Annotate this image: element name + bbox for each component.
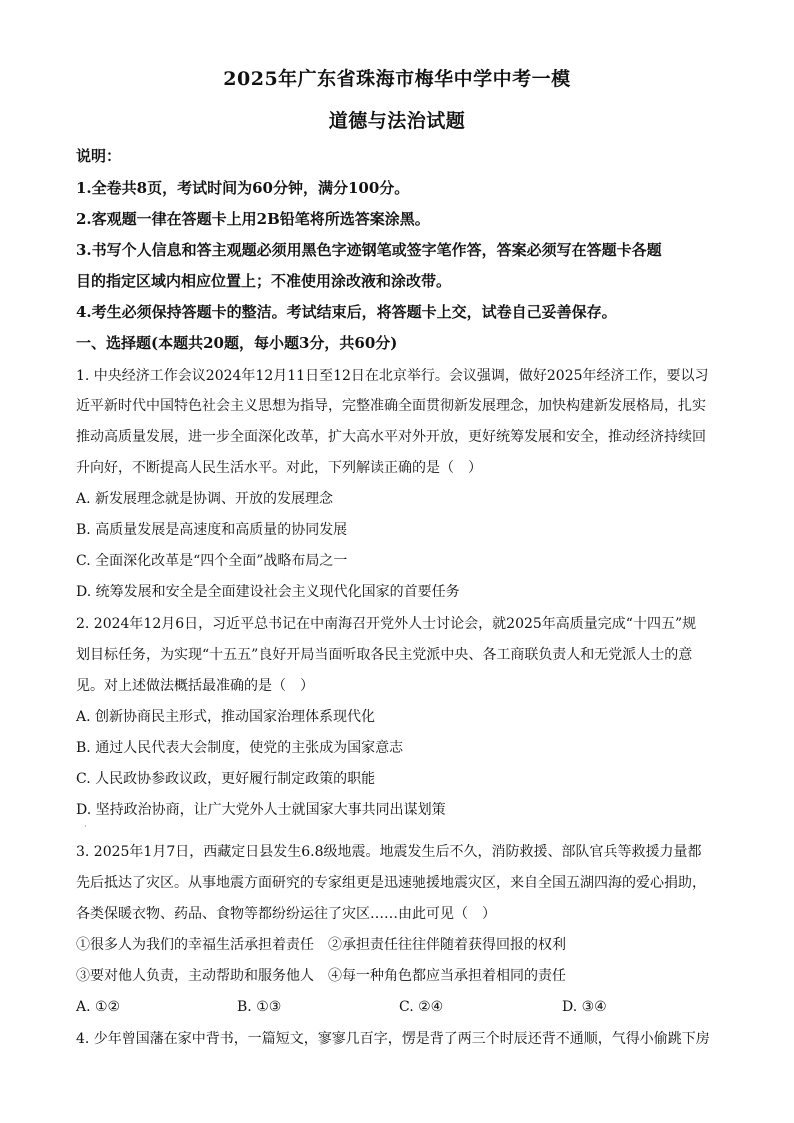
question-4-stem: 4. 少年曾国藩在家中背书，一篇短文，寥寥几百字，愣是背了两三个时辰还背不通顺，气得小偷跳下房 xyxy=(76,1031,710,1047)
question-1-stem: 升向好，不断提高人民生活水平。对此，下列解读正确的是（ ） xyxy=(76,460,482,476)
question-1-stem: 1. 中央经济工作会议2024年12月11日至12日在北京举行。会议强调，做好2025年经济工作，要以习 xyxy=(76,368,709,384)
section-heading: 一、选择题(本题共20题，每小题3分，共60分) xyxy=(76,334,398,352)
instruction-item: 1.全卷共8页，考试时间为60分钟，满分100分。 xyxy=(76,179,410,197)
question-1-stem: 推动高质量发展，进一步全面深化改革，扩大高水平对外开放，更好统筹发展和安全，推动经济持续回 xyxy=(76,429,706,445)
instruction-item: 3.书写个人信息和答主观题必须用黑色字迹钢笔或签字笔作答，答案必须写在答题卡各题 xyxy=(76,241,662,259)
question-2-option-d: D. 坚持政治协商，让广大党外人士就国家大事共同出谋划策 xyxy=(76,802,446,818)
question-1-option-b: B. 高质量发展是高速度和高质量的协同发展 xyxy=(76,522,348,538)
instruction-item: 目的指定区域内相应位置上；不准使用涂改液和涂改带。 xyxy=(76,272,452,290)
question-3-statement: ③要对他人负责，主动帮助和服务他人 ④每一种角色都应当承担着相同的责任 xyxy=(76,968,566,984)
stray-mark: · xyxy=(84,822,87,831)
question-2-stem: 2. 2024年12月6日，习近平总书记在中南海召开党外人士讨论会，就2025年高质量完成“十四五”规 xyxy=(76,616,697,632)
question-2-option-b: B. 通过人民代表大会制度，使党的主张成为国家意志 xyxy=(76,740,404,756)
question-1-option-a: A. 新发展理念就是协调、开放的发展理念 xyxy=(76,491,334,507)
question-3-choice-c: C. ②④ xyxy=(399,999,444,1015)
question-2-stem: 划目标任务，为实现“十五五”良好开局当面听取各民主党派中央、各工商联负责人和无党派人士的意 xyxy=(76,647,693,663)
question-3-stem: 各类保暖衣物、药品、食物等都纷纷运往了灾区……由此可见（ ） xyxy=(76,906,496,922)
question-3-choice-d: D. ③④ xyxy=(562,999,607,1015)
question-3-choice-a: A. ①② xyxy=(76,999,121,1015)
exam-title: 2025年广东省珠海市梅华中学中考一模 xyxy=(223,68,571,90)
question-3-stem: 先后抵达了灾区。从事地震方面研究的专家组更是迅速驰援地震灾区，来自全国五湖四海的爱心捐助， xyxy=(76,875,706,891)
instruction-item: 4.考生必须保持答题卡的整洁。考试结束后，将答题卡上交，试卷自己妥善保存。 xyxy=(76,303,617,321)
question-1-option-d: D. 统筹发展和安全是全面建设社会主义现代化国家的首要任务 xyxy=(76,584,460,600)
question-1-option-c: C. 全面深化改革是“四个全面”战略布局之一 xyxy=(76,553,348,569)
instructions-label: 说明： xyxy=(76,147,122,165)
question-1-stem: 近平新时代中国特色社会主义思想为指导，完整准确全面贯彻新发展理念，加快构建新发展格局，扎实 xyxy=(76,398,706,414)
question-3-stem: 3. 2025年1月7日，西藏定日县发生6.8级地震。地震发生后不久，消防救援、部队官兵等救援力量都 xyxy=(76,844,702,860)
instruction-item: 2.客观题一律在答题卡上用2B铅笔将所选答案涂黑。 xyxy=(76,210,430,228)
question-2-stem: 见。对上述做法概括最准确的是（ ） xyxy=(76,678,314,694)
exam-subject-title: 道德与法治试题 xyxy=(328,110,466,132)
question-2-option-c: C. 人民政协参政议政，更好履行制定政策的职能 xyxy=(76,771,376,787)
question-2-option-a: A. 创新协商民主形式，推动国家治理体系现代化 xyxy=(76,709,376,725)
question-3-choice-b: B. ①③ xyxy=(237,999,282,1015)
question-3-statement: ①很多人为我们的幸福生活承担着责任 ②承担责任往往伴随着获得回报的权利 xyxy=(76,937,566,953)
